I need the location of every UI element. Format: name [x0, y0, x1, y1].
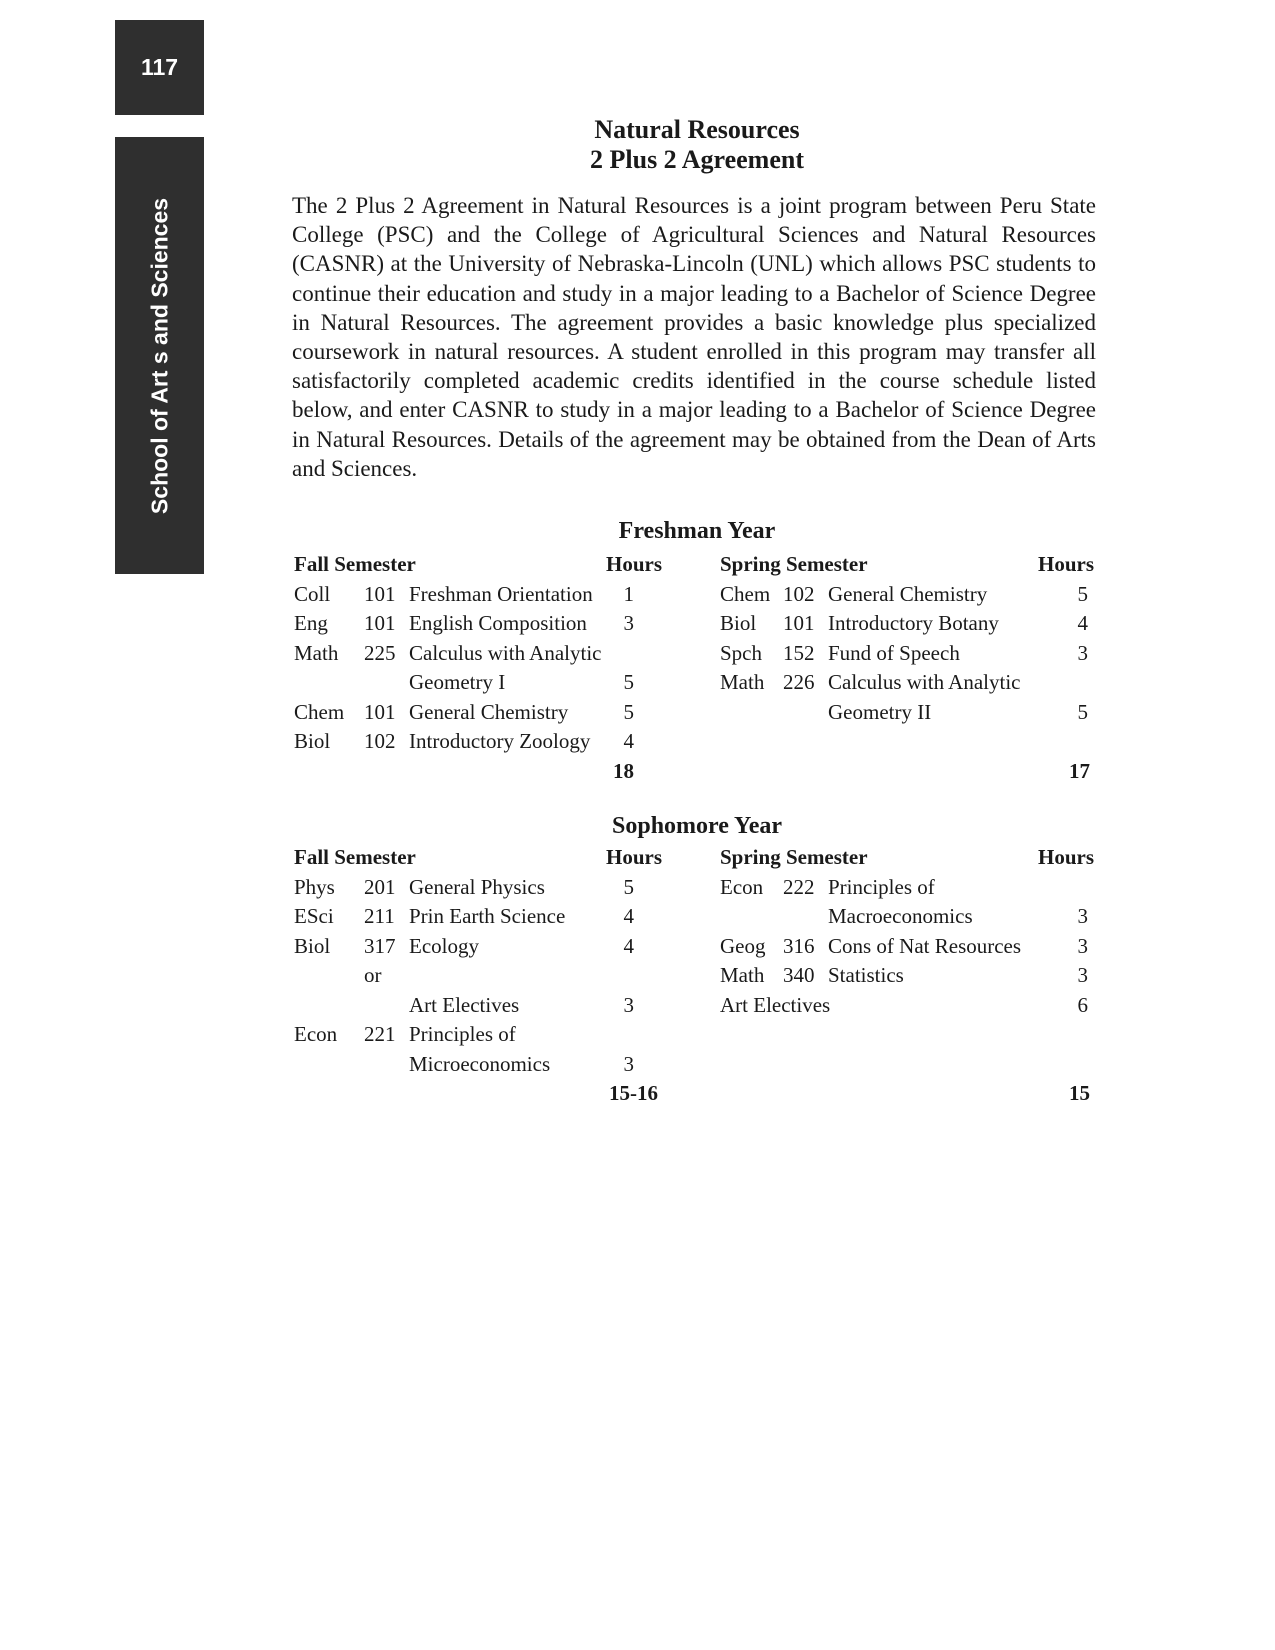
section-side-tab-label: School of Art s and Sciences	[146, 197, 172, 514]
table-row	[720, 1050, 1094, 1080]
course-title: Introductory Botany	[828, 611, 999, 635]
course-hrs: 3	[623, 992, 634, 1017]
table-row	[720, 902, 1094, 932]
table-row	[720, 639, 1094, 669]
table-row	[720, 961, 1094, 991]
table-row	[720, 698, 1094, 728]
hours-label: Hours	[605, 845, 662, 869]
course-hrs: 4	[1077, 611, 1088, 635]
course-num: 211	[364, 904, 395, 928]
table-header	[294, 843, 662, 873]
course-hrs: 4	[623, 729, 634, 753]
course-num: 340	[783, 963, 815, 987]
course-num: 101	[364, 699, 396, 724]
course-dept: Econ	[294, 1022, 338, 1046]
total-row	[720, 757, 1094, 787]
table-row	[294, 727, 662, 757]
table-row	[294, 668, 662, 698]
course-dept: Coll	[294, 581, 331, 606]
course-title: Microeconomics	[409, 1051, 551, 1076]
course-hrs: 3	[623, 1051, 634, 1076]
course-title: Statistics	[828, 963, 904, 987]
course-hrs: 4	[623, 933, 634, 958]
course-num: 225	[364, 640, 396, 665]
course-hrs: 3	[1077, 904, 1088, 928]
course-title: Geometry I	[409, 670, 506, 694]
total-row	[720, 1079, 1094, 1109]
course-dept: Biol	[720, 611, 757, 635]
page-number: 117	[115, 20, 204, 115]
table-row	[294, 991, 662, 1021]
course-dept: Spch	[720, 640, 762, 665]
table-row	[294, 1050, 662, 1080]
course-title: Freshman Orientation	[409, 581, 593, 606]
course-num: 101	[364, 581, 396, 606]
course-title: General Chemistry	[828, 581, 988, 606]
course-title: Principles of	[409, 1022, 516, 1046]
course-hrs: 5	[623, 699, 634, 724]
course-hrs: 5	[623, 874, 634, 899]
course-hrs: 3	[623, 611, 634, 635]
intro-paragraph: The 2 Plus 2 Agreement in Natural Resources is a joint program between Peru State College (PSC) and the College of Agricultural Sciences and Natural Resources (CASNR) at the University of Nebraska-Lincoln (UNL) which allows PSC students to continue their education and study in a major leading to a Bachelor of Science Degree in Natural Resources. The agreement provides a basic knowledge plus specialized coursework in natural resources. A student enrolled in this program may transfer all satisfactorily completed academic credits identified in the course schedule listed below, and enter CASNR to study in a major leading to a Bachelor of Science Degree in Natural Resources. Details of the agreement may be obtained from the Dean of Arts and Sciences.	[292, 193, 1096, 481]
freshman-fall-table	[294, 550, 662, 786]
total-row	[294, 757, 662, 787]
table-row	[294, 639, 662, 669]
course-dept: Biol	[294, 933, 331, 958]
course-title: Ecology	[409, 933, 479, 958]
course-num: 201	[364, 874, 396, 899]
page-subtitle: 2 Plus 2 Agreement	[590, 145, 804, 174]
course-title: Art Electives	[409, 992, 520, 1017]
course-hrs: 5	[1077, 581, 1088, 606]
semester-label: Spring Semester	[720, 845, 868, 869]
course-dept: Geog	[720, 933, 766, 958]
table-row	[720, 668, 1094, 698]
table-row	[294, 609, 662, 639]
course-hrs: 5	[623, 670, 634, 694]
course-title: General Physics	[409, 874, 545, 899]
table-row	[294, 961, 662, 991]
sophomore-year-heading: Sophomore Year	[612, 813, 782, 839]
course-num: 101	[364, 611, 396, 635]
table-header	[294, 550, 662, 580]
table-row	[720, 1020, 1094, 1050]
section-side-tab	[115, 137, 204, 574]
hours-label: Hours	[605, 552, 662, 576]
semester-label: Fall Semester	[294, 845, 416, 869]
course-title: General Chemistry	[409, 699, 569, 724]
course-title: Calculus with Analytic	[828, 670, 1021, 694]
course-dept: Econ	[720, 874, 764, 899]
total-row	[294, 1079, 662, 1109]
course-hrs: 5	[1077, 699, 1088, 724]
freshman-year-heading: Freshman Year	[618, 518, 776, 544]
course-title: Fund of Speech	[828, 640, 960, 665]
course-num: 102	[783, 581, 815, 606]
course-num: 102	[364, 729, 396, 753]
hours-label: Hours	[1037, 845, 1094, 869]
sophomore-spring-table	[720, 843, 1094, 1109]
table-row	[294, 1020, 662, 1050]
hours-label: Hours	[1037, 552, 1094, 576]
course-dept: Math	[720, 963, 765, 987]
course-num: 101	[783, 611, 815, 635]
semester-label: Spring Semester	[720, 552, 868, 576]
table-row	[720, 991, 1094, 1021]
total-hours: 15	[1069, 1081, 1090, 1105]
course-hrs: 1	[623, 581, 634, 606]
table-header	[720, 550, 1094, 580]
table-row	[720, 609, 1094, 639]
table-row	[294, 698, 662, 728]
freshman-spring-table	[720, 550, 1094, 786]
course-hrs: 3	[1077, 640, 1088, 665]
course-num: 317	[364, 933, 396, 958]
course-dept: Math	[720, 670, 765, 694]
table-header	[720, 843, 1094, 873]
table-row	[720, 580, 1094, 610]
course-dept: Eng	[294, 611, 328, 635]
course-title: Geometry II	[828, 699, 932, 724]
table-row	[720, 873, 1094, 903]
table-row	[294, 580, 662, 610]
total-hours: 15-16	[609, 1081, 658, 1105]
table-row	[294, 873, 662, 903]
course-dept: Biol	[294, 729, 331, 753]
course-num: 222	[783, 874, 815, 899]
table-row	[720, 727, 1094, 757]
table-row	[720, 932, 1094, 962]
course-dept: Phys	[294, 874, 335, 899]
course-num: 316	[783, 933, 815, 958]
total-hours: 18	[613, 758, 634, 783]
course-dept: Chem	[720, 581, 771, 606]
course-dept: Chem	[294, 699, 345, 724]
course-hrs: 4	[623, 904, 634, 928]
course-hrs: 3	[1077, 933, 1088, 958]
course-title: Prin Earth Science	[409, 904, 566, 928]
course-num: 226	[783, 670, 815, 694]
course-title: Principles of	[828, 874, 935, 899]
course-hrs: 6	[1077, 992, 1088, 1017]
course-title: English Composition	[409, 611, 587, 635]
course-dept: Math	[294, 640, 339, 665]
table-row	[294, 902, 662, 932]
course-dept: ESci	[294, 904, 334, 928]
course-num: or	[364, 963, 382, 987]
course-title: Macroeconomics	[828, 904, 973, 928]
course-num: 152	[783, 640, 815, 665]
course-hrs: 3	[1077, 963, 1088, 987]
course-num: 221	[364, 1022, 396, 1046]
sophomore-fall-table	[294, 843, 662, 1109]
course-title: Cons of Nat Resources	[828, 933, 1022, 958]
course-dept: Art Electives	[720, 992, 831, 1017]
course-title: Calculus with Analytic	[409, 640, 602, 665]
total-hours: 17	[1069, 758, 1090, 783]
semester-label: Fall Semester	[294, 552, 416, 576]
page-title: Natural Resources	[594, 115, 800, 144]
table-row	[294, 932, 662, 962]
course-title: Introductory Zoology	[409, 729, 591, 753]
